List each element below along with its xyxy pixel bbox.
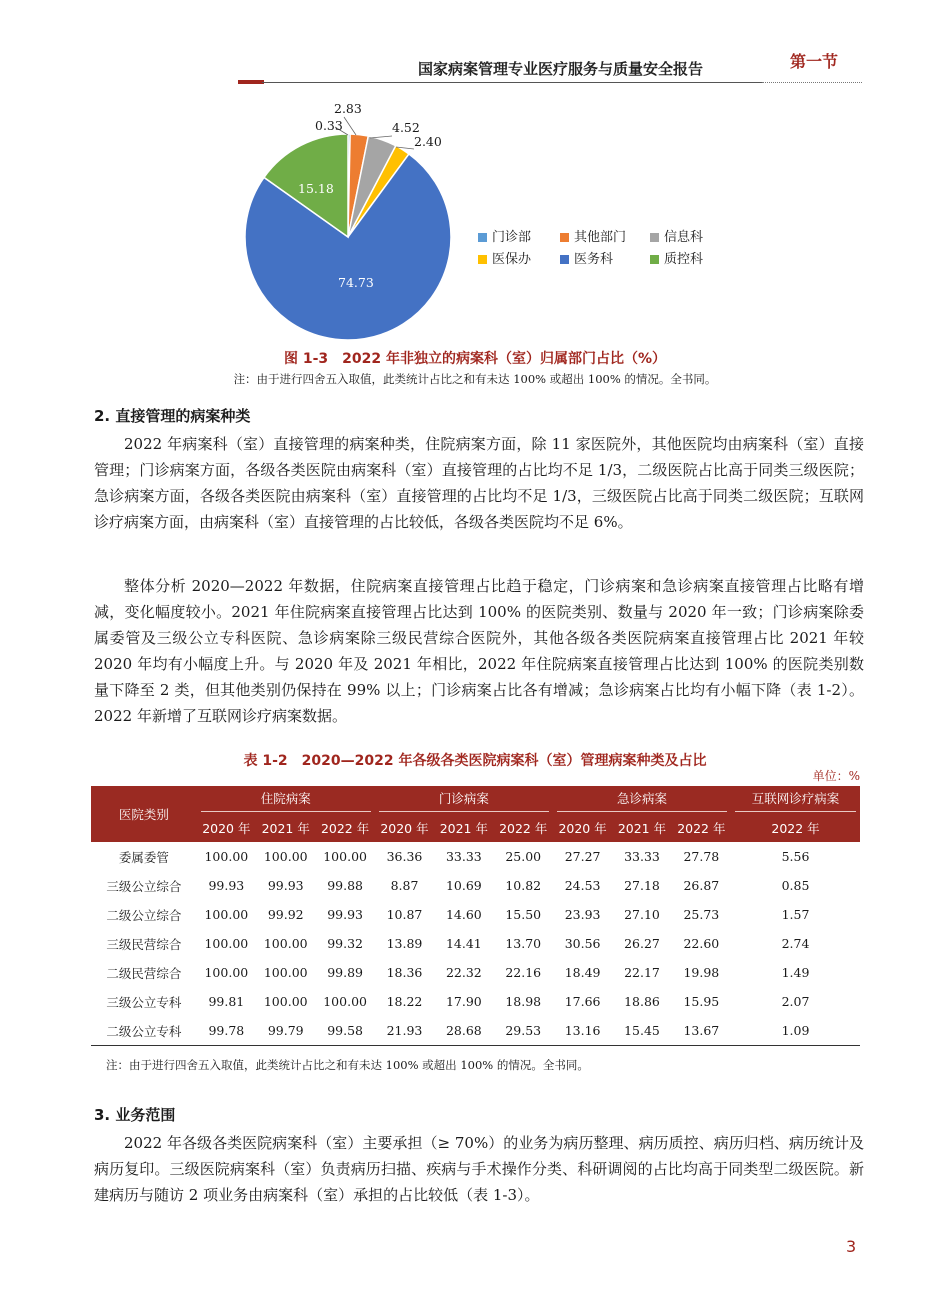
row-label: 二级民营综合 xyxy=(106,965,182,981)
pie-value-label: 4.52 xyxy=(392,120,420,135)
table-cell: 27.27 xyxy=(564,849,601,864)
table-cell: 8.87 xyxy=(390,878,419,893)
table-cell: 99.32 xyxy=(327,936,363,951)
table-cell: 0.85 xyxy=(781,878,810,893)
pie-value-label: 74.73 xyxy=(338,275,374,290)
table-cell: 99.89 xyxy=(327,965,363,980)
table-cell: 25.73 xyxy=(683,907,720,922)
table-cell: 30.56 xyxy=(564,936,601,951)
table-cell: 33.33 xyxy=(445,849,482,864)
legend-swatch xyxy=(560,255,569,264)
legend-item xyxy=(650,226,703,245)
column-header-year: 2020 年 xyxy=(553,814,612,842)
table-row xyxy=(91,900,860,929)
table-cell: 99.93 xyxy=(267,878,304,893)
table-unit: 单位：% xyxy=(812,769,860,783)
table-cell: 24.53 xyxy=(564,878,601,893)
row-label: 二级公立综合 xyxy=(106,907,182,923)
column-header-year: 2022 年 xyxy=(672,814,731,842)
table-cell: 27.78 xyxy=(683,849,720,864)
table-row xyxy=(91,871,860,900)
table-row xyxy=(91,987,860,1016)
table-cell: 100.00 xyxy=(263,965,308,980)
row-label: 三级公立专科 xyxy=(106,994,182,1010)
column-group-header: 急诊病案 xyxy=(553,786,731,814)
leader-line xyxy=(344,117,356,135)
table-cell: 100.00 xyxy=(204,936,249,951)
table-cell: 100.00 xyxy=(263,994,308,1009)
table-cell: 99.78 xyxy=(197,1016,256,1046)
column-header-year: 2020 年 xyxy=(375,814,434,842)
legend-item xyxy=(560,226,626,245)
section-heading-2: 2. 直接管理的病案种类 xyxy=(94,407,251,425)
table-cell: 33.33 xyxy=(624,849,660,864)
table-cell: 26.27 xyxy=(624,936,660,951)
section-heading-3: 3. 业务范围 xyxy=(94,1106,176,1124)
column-header-year: 2020 年 xyxy=(197,814,256,842)
table-cell: 22.16 xyxy=(505,965,542,980)
figure-note: 注：由于进行四舍五入取值，此类统计占比之和有未达 100% 或超出 100% 的情况。全书同。 xyxy=(233,372,717,386)
legend-label: 医保办 xyxy=(492,252,532,267)
table-cell: 99.93 xyxy=(208,878,245,893)
table-cell: 100.00 xyxy=(263,936,308,951)
table-cell: 10.82 xyxy=(505,878,542,893)
table-cell: 13.16 xyxy=(553,1016,612,1046)
row-label: 三级公立综合 xyxy=(106,878,182,894)
table-cell: 100.00 xyxy=(323,849,367,864)
table-caption: 表 1-2 2020—2022 年各级各类医院病案科（室）管理病案种类及占比 xyxy=(243,753,707,769)
table-cell: 99.93 xyxy=(327,907,363,922)
legend-label: 其他部门 xyxy=(574,230,627,245)
table-cell: 27.18 xyxy=(624,878,660,893)
table-cell: 13.67 xyxy=(672,1016,731,1046)
table-cell: 25.00 xyxy=(505,849,542,864)
column-header-category: 医院类别 xyxy=(91,786,197,842)
table-cell: 18.86 xyxy=(624,994,660,1009)
table-cell: 15.45 xyxy=(612,1016,671,1046)
table-row xyxy=(91,1016,860,1046)
table-note: 注：由于进行四舍五入取值，此类统计占比之和有未达 100% 或超出 100% 的情况。全书同。 xyxy=(106,1058,589,1072)
paragraph: 2022 年病案科（室）直接管理的病案种类，住院病案方面，除 11 家医院外，其他医院均由病案科（室）直接管理；门诊病案方面，各级各类医院由病案科（室）直接管理的占比均不足 1/3，二级医院占比高于同类三级医院；急诊病案方面，各级各类医院由病案科（室）直接管理的占比均不足 1/3，三级医院占比高于同类二级医院；互联网诊疗病案方面，由病案科（室）直接管理的占比较低，各级各类医院均不足 6%。 xyxy=(94,435,864,531)
table-cell: 100.00 xyxy=(204,965,249,980)
table-cell: 18.49 xyxy=(564,965,601,980)
table-cell: 99.58 xyxy=(315,1016,374,1046)
column-header-year: 2021 年 xyxy=(434,814,493,842)
column-header-year: 2022 年 xyxy=(315,814,374,842)
column-header-year: 2022 年 xyxy=(494,814,553,842)
table-cell: 18.22 xyxy=(386,994,423,1009)
data-table xyxy=(91,786,860,1046)
table-cell: 99.92 xyxy=(267,907,304,922)
page-number: 3 xyxy=(846,1237,857,1256)
legend-label: 质控科 xyxy=(664,252,704,267)
row-label: 二级公立专科 xyxy=(91,1016,197,1046)
table-cell: 100.00 xyxy=(204,849,249,864)
table-cell: 99.79 xyxy=(256,1016,315,1046)
table-cell: 15.95 xyxy=(683,994,720,1009)
table-row xyxy=(91,958,860,987)
section-tag: 第一节 xyxy=(790,52,839,71)
column-group-header: 互联网诊疗病案 xyxy=(731,786,860,814)
table-cell: 99.88 xyxy=(327,878,363,893)
running-header-title: 国家病案管理专业医疗服务与质量安全报告 xyxy=(418,60,704,78)
table-cell: 28.68 xyxy=(434,1016,493,1046)
paragraph: 整体分析 2020—2022 年数据，住院病案直接管理占比趋于稳定，门诊病案和急诊病案直接管理占比略有增减，变化幅度较小。2021 年住院病案直接管理占比达到 100% 的医院类别、数量与 2020 年一致；门诊病案除委属委管及三级公立专科医院、急诊病案除三级民营综合医院外，其他各级各类医院病案直接管理占比 2021 年较 2020 年均有小幅度上升。与 2020 年及 2021 年相比，2022 年住院病案直接管理占比达到 100% 的医院类别数量下降至 2 类，但其他类别仍保持在 99% 以上；门诊病案占比各有增减；急诊病案占比均有小幅下降（表 1-2）。2022 年新增了互联网诊疗病案数据。 xyxy=(94,577,864,725)
legend-swatch xyxy=(560,233,569,242)
table-cell: 26.87 xyxy=(683,878,720,893)
pie-value-label: 2.83 xyxy=(334,101,362,116)
table-cell: 2.07 xyxy=(781,994,810,1009)
table-cell: 22.17 xyxy=(624,965,660,980)
table-cell: 1.49 xyxy=(781,965,810,980)
header-accent xyxy=(238,80,264,84)
table-cell: 10.69 xyxy=(445,878,482,893)
table-cell: 18.36 xyxy=(386,965,423,980)
table-cell: 18.98 xyxy=(505,994,542,1009)
pie-value-label: 15.18 xyxy=(298,181,334,196)
paragraph: 2022 年各级各类医院病案科（室）主要承担（≥ 70%）的业务为病历整理、病历质控、病历归档、病历统计及病历复印。三级医院病案科（室）负责病历扫描、疾病与手术操作分类、科研调阅的占比均高于同类型二级医院。新建病历与随访 2 项业务由病案科（室）承担的占比较低（表 1-3）。 xyxy=(94,1134,864,1204)
table-cell: 13.70 xyxy=(505,936,542,951)
table-cell: 1.57 xyxy=(781,907,810,922)
table-cell: 27.10 xyxy=(624,907,660,922)
table-cell: 19.98 xyxy=(683,965,720,980)
legend-item xyxy=(478,248,531,267)
table-cell: 5.56 xyxy=(781,849,810,864)
table-cell: 29.53 xyxy=(494,1016,553,1046)
legend-swatch xyxy=(650,255,659,264)
table-cell: 100.00 xyxy=(263,849,308,864)
row-label: 三级民营综合 xyxy=(106,936,182,952)
legend-item xyxy=(560,248,613,267)
header-rule xyxy=(262,82,762,83)
table-cell: 1.09 xyxy=(731,1016,860,1046)
row-label: 委属委管 xyxy=(118,849,169,865)
column-header-year: 2022 年 xyxy=(731,814,860,842)
table-cell: 14.41 xyxy=(445,936,482,951)
legend-item xyxy=(650,248,703,267)
legend-label: 医务科 xyxy=(574,252,614,267)
table-cell: 22.32 xyxy=(445,965,482,980)
table-cell: 14.60 xyxy=(445,907,482,922)
table-cell: 36.36 xyxy=(386,849,423,864)
pie-value-label: 2.40 xyxy=(414,134,442,149)
table-cell: 2.74 xyxy=(781,936,810,951)
legend-swatch xyxy=(478,233,487,242)
column-header-year: 2021 年 xyxy=(256,814,315,842)
table-cell: 21.93 xyxy=(375,1016,434,1046)
column-group-header: 门诊病案 xyxy=(375,786,553,814)
legend-swatch xyxy=(650,233,659,242)
table-cell: 23.93 xyxy=(564,907,601,922)
table-cell: 10.87 xyxy=(386,907,423,922)
column-header-year: 2021 年 xyxy=(612,814,671,842)
pie-chart xyxy=(220,95,460,345)
header-dotted-rule xyxy=(762,82,862,83)
table-row xyxy=(91,842,860,871)
figure-caption: 图 1-3 2022 年非独立的病案科（室）归属部门占比（%） xyxy=(283,351,667,367)
pie-value-label: 0.33 xyxy=(315,118,343,133)
table-row xyxy=(91,929,860,958)
legend-item xyxy=(478,226,531,245)
table-cell: 100.00 xyxy=(204,907,249,922)
legend-label: 门诊部 xyxy=(492,230,532,245)
table-cell: 17.66 xyxy=(564,994,601,1009)
table-cell: 13.89 xyxy=(386,936,423,951)
legend-label: 信息科 xyxy=(664,230,704,245)
table-cell: 99.81 xyxy=(208,994,245,1009)
table-cell: 15.50 xyxy=(505,907,542,922)
table-cell: 17.90 xyxy=(445,994,482,1009)
legend-swatch xyxy=(478,255,487,264)
table-cell: 100.00 xyxy=(323,994,367,1009)
table-cell: 22.60 xyxy=(683,936,720,951)
column-group-header: 住院病案 xyxy=(197,786,375,814)
